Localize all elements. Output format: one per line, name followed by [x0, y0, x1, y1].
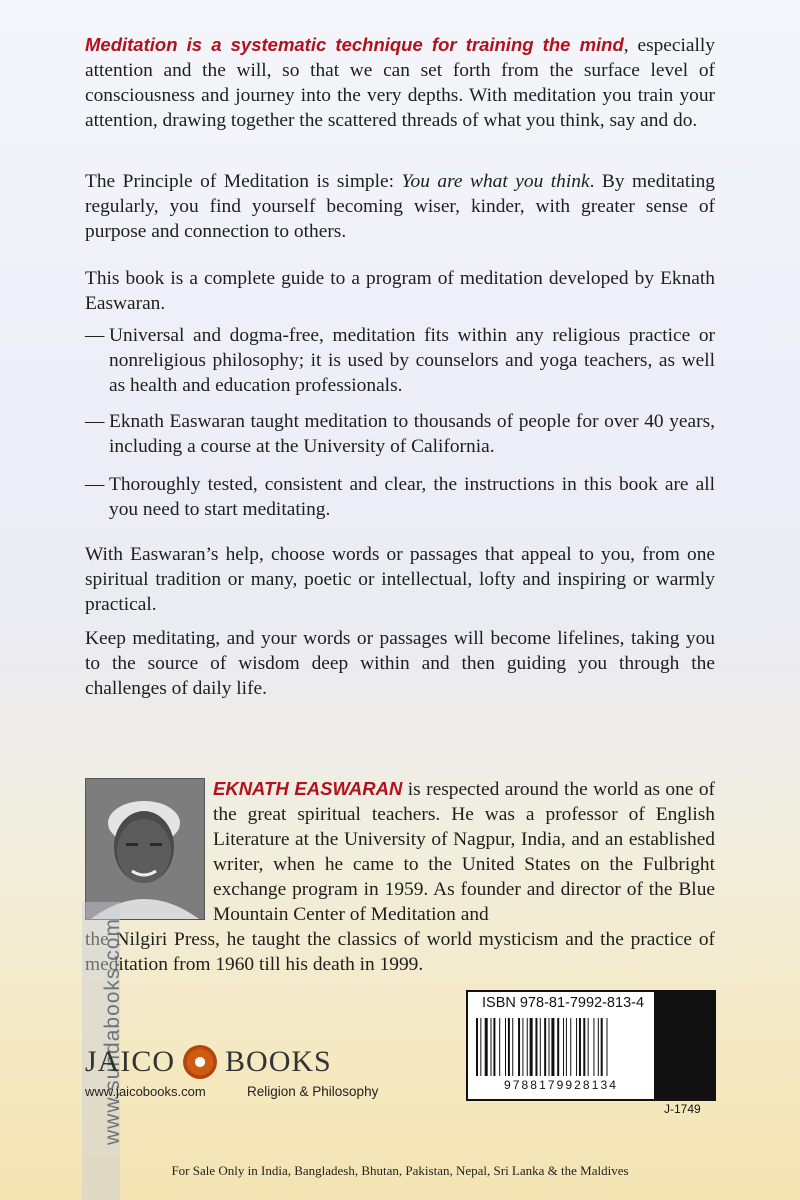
point-item: [85, 472, 715, 522]
barcode-bar: [563, 1018, 564, 1076]
barcode-bar: [491, 1018, 492, 1076]
point-text: Universal and dogma-free, meditation fits within any religious practice or nonreligious philosophy; it is used by counselors and yoga teachers, as well as health and education professionals.: [109, 325, 715, 396]
barcode-bar: [549, 1018, 550, 1076]
barcode-bar: [518, 1018, 520, 1076]
barcode-bar: [476, 1018, 478, 1076]
portrait-image: [86, 779, 204, 919]
intro-paragraph: [85, 32, 715, 133]
principle-emphasis: You are what you think: [401, 171, 590, 192]
barcode-bar: [493, 1018, 495, 1076]
publisher-name-left: JAICO: [85, 1045, 176, 1078]
author-bio: [213, 776, 715, 927]
barcode-bar: [579, 1018, 581, 1076]
publisher-url: www.jaicobooks.com: [85, 1084, 206, 1099]
point-text: Thoroughly tested, consistent and clear, the instructions in this book are all you need to start meditating.: [109, 474, 715, 520]
barcode-bar: [607, 1018, 608, 1076]
barcode-bars: [474, 1018, 648, 1076]
barcode-digits: 9788179928134: [503, 1078, 619, 1092]
barcode-bar: [540, 1018, 541, 1076]
dash-mark: —: [85, 474, 105, 495]
barcode-bar: [480, 1018, 481, 1076]
principle-after: . By meditating regularly, you find yourself becoming wiser, kinder, with greater sense of purpose and connection to others.: [85, 171, 715, 242]
watermark-text: www.sundabooks.com: [101, 918, 124, 1145]
point-item: [85, 409, 715, 459]
sun-icon: [183, 1045, 217, 1079]
barcode-bar: [598, 1018, 599, 1076]
barcode-bar: [485, 1018, 488, 1076]
blurb: [85, 32, 715, 732]
principle-before: The Principle of Meditation is simple:: [85, 171, 402, 192]
barcode-bar: [544, 1018, 546, 1076]
author-bio-continued: the Nilgiri Press, he taught the classics of world mysticism and the practice of meditation from 1960 till his death in 1999.: [85, 929, 715, 975]
barcode-bar: [535, 1018, 537, 1076]
barcode-bar: [522, 1018, 523, 1076]
barcode-bar: [512, 1018, 513, 1076]
barcode-bar: [551, 1018, 554, 1076]
point-text: Eknath Easwaran taught meditation to thousands of people for over 40 years, including a course at the University of California.: [109, 411, 715, 457]
author-photo: [85, 778, 205, 920]
author-bio-top: is respected around the world as one of the great spiritual teachers. He was a professor of English Literature at the University of Nagpur, India, and an established writer, when he came to the United States on the Fulbright exchange program in 1959. As founder and director of the Blue Mountain Center of Meditation and: [213, 779, 715, 925]
barcode-panel: [466, 990, 716, 1101]
point-item: [85, 323, 715, 398]
barcode-bar: [505, 1018, 506, 1076]
publisher-logo: [85, 1045, 332, 1079]
product-code: J-1749: [664, 1102, 701, 1116]
help-paragraph: With Easwaran’s help, choose words or passages that appeal to you, from one spiritual tradition or many, poetic or intellectual, lofty and inspiring or warmly practical.: [85, 544, 715, 615]
barcode-bar: [601, 1018, 603, 1076]
intro-rest: , especially attention and the will, so that we can set forth from the surface level of consciousness and journey into the very depths. With meditation you train your attention, drawing together the scattered threads of what you think, say and do.: [85, 35, 715, 131]
keep-paragraph: Keep meditating, and your words or passages will become lifelines, taking you to the source of wisdom deep within and then guiding you through the challenges of daily life.: [85, 628, 715, 699]
barcode-bar: [570, 1018, 571, 1076]
barcode-bar: [583, 1018, 585, 1076]
sale-note: For Sale Only in India, Bangladesh, Bhutan, Pakistan, Nepal, Sri Lanka & the Maldives: [171, 1163, 629, 1178]
barcode-bar: [588, 1018, 589, 1076]
barcode-bar: [566, 1018, 567, 1076]
barcode-bar: [557, 1018, 559, 1076]
dash-mark: —: [85, 411, 105, 432]
guide-paragraph: This book is a complete guide to a program of meditation developed by Eknath Easwaran.: [85, 268, 715, 314]
barcode-bar: [593, 1018, 594, 1076]
dash-mark: —: [85, 325, 105, 346]
publisher-name-right: BOOKS: [225, 1045, 332, 1078]
author-name: EKNATH EASWARAN: [213, 778, 403, 799]
book-category: Religion & Philosophy: [247, 1084, 379, 1099]
barcode-bar: [508, 1018, 510, 1076]
barcode-bar: [530, 1018, 533, 1076]
isbn-text: ISBN 978-81-7992-813-4: [482, 995, 645, 1011]
barcode-bar: [499, 1018, 500, 1076]
barcode-label: [468, 992, 654, 1099]
intro-lead: Meditation is a systematic technique for training the mind: [85, 34, 624, 55]
principle-paragraph: [85, 169, 715, 244]
barcode-bar: [576, 1018, 577, 1076]
barcode-bar: [527, 1018, 528, 1076]
